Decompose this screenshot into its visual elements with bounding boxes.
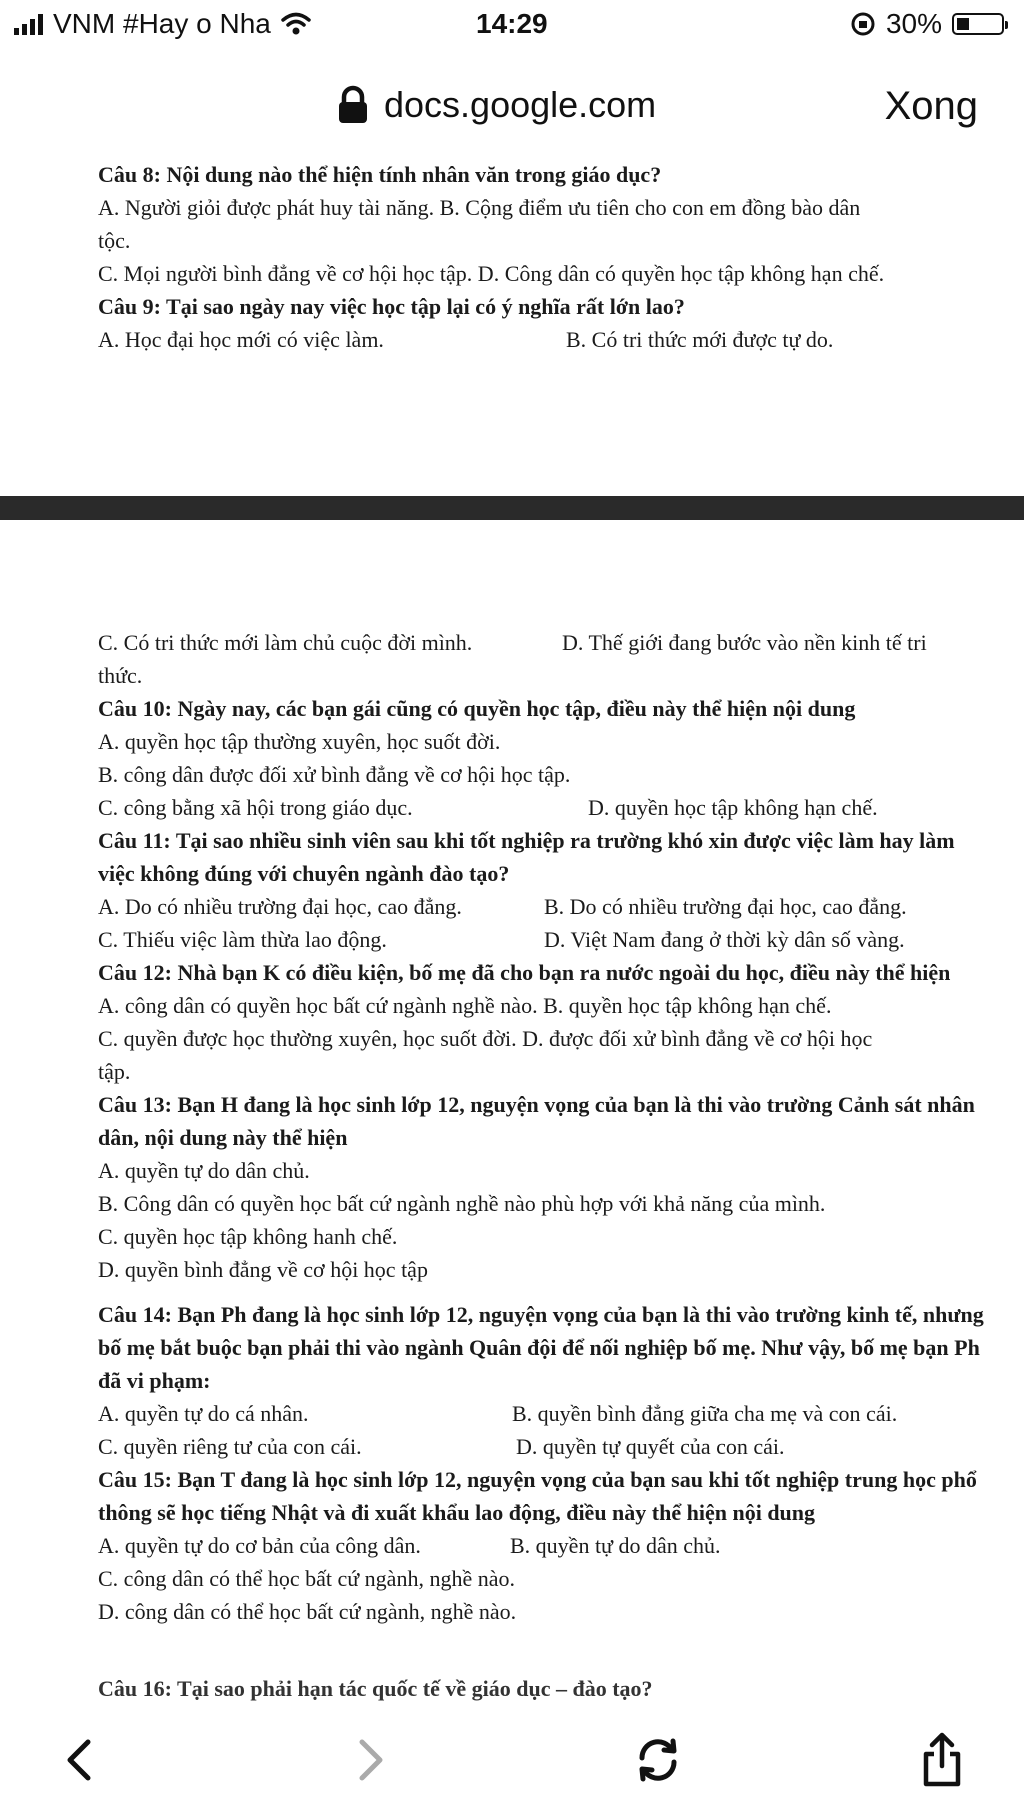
answer-line: thức. (98, 663, 143, 688)
answer-line: tập. (98, 1059, 131, 1084)
answer-row (98, 1430, 984, 1463)
answer-row (98, 626, 984, 659)
answer-row (98, 323, 984, 356)
document-page-top (98, 158, 984, 356)
answer-row (98, 890, 984, 923)
answer-c: C. công bằng xã hội trong giáo dục. (98, 795, 413, 820)
answer-b: B. công dân được đối xử bình đẳng về cơ hội học tập. (98, 762, 571, 787)
answer-a: A. Học đại học mới có việc làm. (98, 327, 384, 352)
carrier-name: VNM #Hay o Nha (53, 8, 271, 39)
status-time: 14:29 (476, 8, 548, 39)
answer-c: C. Có tri thức mới làm chủ cuộc đời mình. (98, 630, 473, 655)
status-bar (0, 0, 1024, 52)
url-bar (0, 70, 1024, 140)
back-icon[interactable] (50, 1730, 110, 1790)
status-left (14, 8, 311, 40)
answer-b: B. quyền bình đẳng giữa cha mẹ và con cái. (512, 1401, 898, 1426)
done-button[interactable]: Xong (884, 84, 978, 128)
answer-a: A. quyền tự do cá nhân. (98, 1401, 309, 1426)
answer-a: A. quyền tự do cơ bản của công dân. (98, 1533, 421, 1558)
question-12: Câu 12: Nhà bạn K có điều kiện, bố mẹ đã cho bạn ra nước ngoài du học, điều này thể hiện (98, 960, 951, 985)
answer-a: A. quyền học tập thường xuyên, học suốt đời. (98, 729, 501, 754)
question-9: Câu 9: Tại sao ngày nay việc học tập lại có ý nghĩa rất lớn lao? (98, 294, 685, 319)
answer-c: C. quyền riêng tư của con cái. (98, 1434, 362, 1459)
answer-row (98, 1529, 984, 1562)
signal-icon (14, 13, 43, 35)
question-11: Câu 11: Tại sao nhiều sinh viên sau khi tốt nghiệp ra trường khó xin được việc làm hay làm việc không đúng với chuyên ngành đào tạo? (98, 828, 955, 886)
answer-c: C. công dân có thể học bất cứ ngành, nghề nào. (98, 1566, 515, 1591)
question-15: Câu 15: Bạn T đang là học sinh lớp 12, nguyện vọng của bạn sau khi tốt nghiệp trung học phổ thông sẽ học tiếng Nhật và đi xuất khẩu lao động, điều này thể hiện nội dung (98, 1467, 977, 1525)
status-right (850, 8, 1004, 40)
answer-d: D. Việt Nam đang ở thời kỳ dân số vàng. (544, 927, 905, 952)
answer-d: D. quyền học tập không hạn chế. (588, 795, 878, 820)
battery-percent: 30% (885, 8, 942, 39)
lock-icon (336, 86, 370, 124)
answer-c: C. Thiếu việc làm thừa lao động. (98, 927, 387, 952)
answer-d: D. công dân có thể học bất cứ ngành, nghề nào. (98, 1599, 517, 1624)
question-10: Câu 10: Ngày nay, các bạn gái cũng có quyền học tập, điều này thể hiện nội dung (98, 696, 856, 721)
question-13: Câu 13: Bạn H đang là học sinh lớp 12, nguyện vọng của bạn là thi vào trường Cảnh sát nhân dân, nội dung này thể hiện (98, 1092, 975, 1150)
answer-d: D. quyền bình đẳng về cơ hội học tập (98, 1257, 428, 1282)
answer-b: B. Công dân có quyền học bất cứ ngành nghề nào phù hợp với khả năng của mình. (98, 1191, 826, 1216)
answer-b: B. Do có nhiều trường đại học, cao đẳng. (544, 894, 907, 919)
wifi-icon (281, 12, 311, 36)
answer-line: C. Mọi người bình đẳng về cơ hội học tập. D. Công dân có quyền học tập không hạn chế. (98, 261, 885, 286)
answer-row (98, 1397, 984, 1430)
answer-line: C. quyền được học thường xuyên, học suốt đời. D. được đối xử bình đẳng về cơ hội học (98, 1026, 873, 1051)
document-page-bottom (98, 626, 984, 1628)
reload-icon[interactable] (628, 1730, 688, 1790)
answer-row (98, 923, 984, 956)
answer-a: A. quyền tự do dân chủ. (98, 1158, 310, 1183)
answer-d: D. Thế giới đang bước vào nền kinh tế tri (562, 630, 927, 655)
question-8: Câu 8: Nội dung nào thể hiện tính nhân văn trong giáo dục? (98, 162, 662, 187)
question-14: Câu 14: Bạn Ph đang là học sinh lớp 12, nguyện vọng của bạn là thi vào trường kinh tế, nhưng bố mẹ bắt buộc bạn phải thi vào ngành Quân đội để nối nghiệp bố mẹ. Như vậy, bố mẹ bạn Ph đã vi phạm: (98, 1302, 984, 1393)
forward-icon[interactable] (340, 1730, 400, 1790)
battery-icon (952, 13, 1004, 35)
url-text: docs.google.com (384, 84, 657, 125)
answer-d: D. quyền tự quyết của con cái. (516, 1434, 785, 1459)
orientation-lock-icon (850, 11, 876, 37)
bottom-toolbar (0, 1710, 1024, 1820)
answer-line: tộc. (98, 228, 131, 253)
share-icon[interactable] (912, 1730, 972, 1790)
answer-row (98, 791, 984, 824)
page-divider (0, 496, 1024, 520)
answer-b: B. quyền tự do dân chủ. (510, 1533, 721, 1558)
answer-line: A. Người giỏi được phát huy tài năng. B. Cộng điểm ưu tiên cho con em đồng bào dân (98, 195, 861, 220)
answer-c: C. quyền học tập không hanh chế. (98, 1224, 398, 1249)
url-display[interactable] (336, 84, 656, 126)
question-16-text: Câu 16: Tại sao phải hạn tác quốc tế về giáo dục – đào tạo? (98, 1676, 653, 1701)
answer-line: A. công dân có quyền học bất cứ ngành nghề nào. B. quyền học tập không hạn chế. (98, 993, 832, 1018)
question-16-cut-off (98, 1676, 738, 1704)
answer-b: B. Có tri thức mới được tự do. (566, 327, 834, 352)
answer-a: A. Do có nhiều trường đại học, cao đẳng. (98, 894, 462, 919)
